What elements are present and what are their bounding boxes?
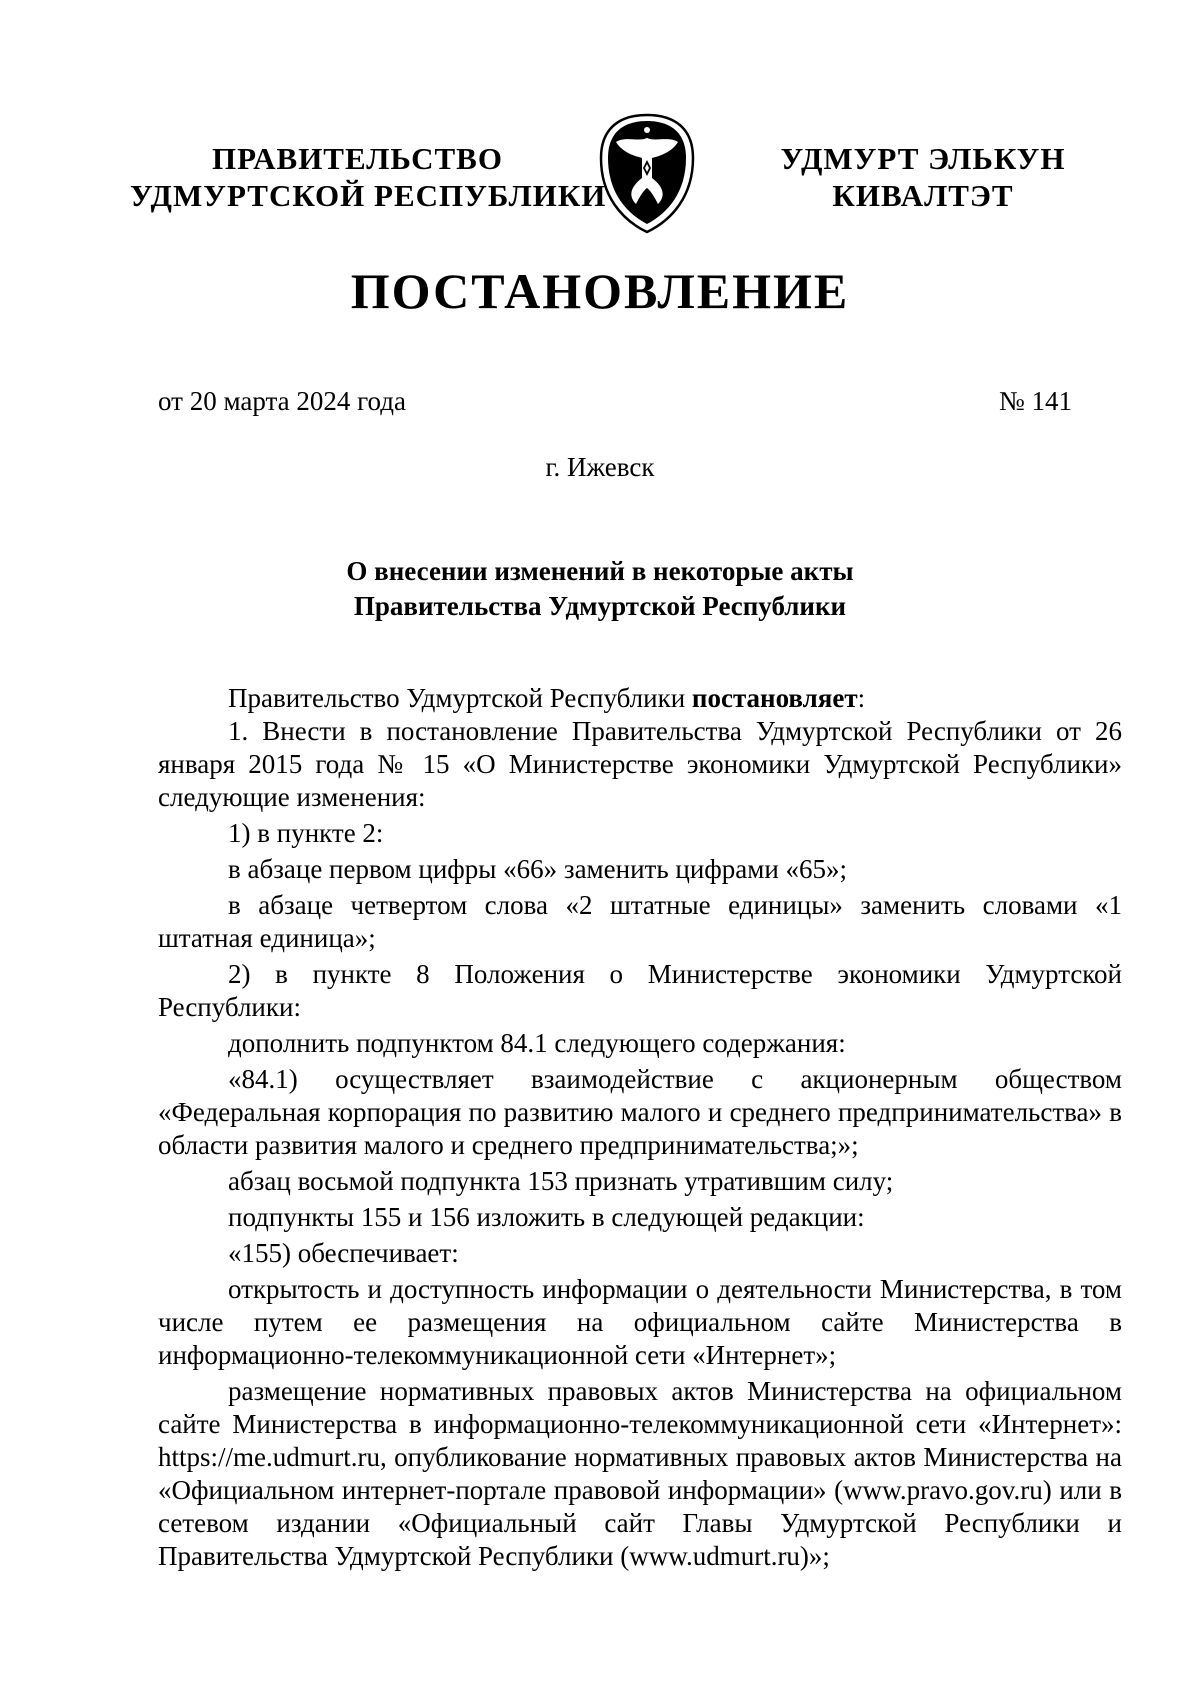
header-right [778,140,1068,214]
subject-line2: Правительства Удмуртской Республики [353,591,847,621]
intro-plain: Правительство Удмуртской Республики [228,683,692,713]
udmurt-coat-of-arms-icon [596,112,698,236]
body-paragraph: дополнить подпунктом 84.1 следующего содержания: [228,1028,846,1058]
intro-bold: постановляет [691,683,858,713]
document-subject [0,554,1200,624]
body-paragraph: в абзаце четвертом слова «2 штатные единицы» заменить словами «1 штатная единица»; [158,890,1122,953]
intro-end: : [857,683,866,713]
body-paragraph: подпункты 155 и 156 изложить в следующей редакции: [228,1202,865,1232]
body-paragraph: «84.1) осуществляет взаимодействие с акционерным обществом «Федеральная корпорация по развитию малого и среднего предпринимательства» в области развития малого и среднего предпринимательства;»; [158,1064,1122,1160]
body-intro [158,682,1122,715]
body-paragraph: размещение нормативных правовых актов Министерства на официальном сайте Министерства в информационно-телекоммуникационной сети «Интернет»: https://me.udmurt.ru, опубликование нормативных правовых актов Министерства на «Официальном интернет-портале правовой информации» (www.pravo.gov.ru) или в сетевом издании «Официальный сайт Главы Удмуртской Республики и Правительства Удмуртской Республики (www.udmurt.ru)»; [158,1376,1122,1571]
header-left-line1: ПРАВИТЕЛЬСТВО [212,141,503,176]
header-left-line2: УДМУРТСКОЙ РЕСПУБЛИКИ [130,178,607,213]
body-paragraph: «155) обеспечивает: [228,1238,459,1268]
document-city: г. Ижевск [545,452,655,482]
subject-line1: О внесении изменений в некоторые акты [346,556,854,586]
body-paragraph: открытость и доступность информации о деятельности Министерства, в том числе путем ее размещения на официальном сайте Министерства в информационно-телекоммуникационной сети «Интернет»; [158,1274,1122,1370]
body-paragraph: абзац восьмой подпункта 153 признать утратившим силу; [228,1166,894,1196]
header-right-line2: КИВАЛТЭТ [832,178,1014,213]
header-left [130,140,607,214]
body-paragraph: в абзаце первом цифры «66» заменить цифрами «65»; [228,854,848,884]
document-number: № 141 [998,386,1072,416]
header-right-line1: УДМУРТ ЭЛЬКУН [780,141,1066,176]
body-paragraph: 1) в пункте 2: [228,818,384,848]
document-body [158,682,1122,1573]
document-title: ПОСТАНОВЛЕНИЕ [350,263,850,319]
body-paragraph: 1. Внести в постановление Правительства Удмуртской Республики от 26 января 2015 года № 15 «О Министерстве экономики Удмуртской Республики» следующие изменения: [158,716,1122,812]
body-paragraph: 2) в пункте 8 Положения о Министерстве экономики Удмуртской Республики: [158,959,1122,1022]
document-date: от 20 марта 2024 года [158,386,406,416]
